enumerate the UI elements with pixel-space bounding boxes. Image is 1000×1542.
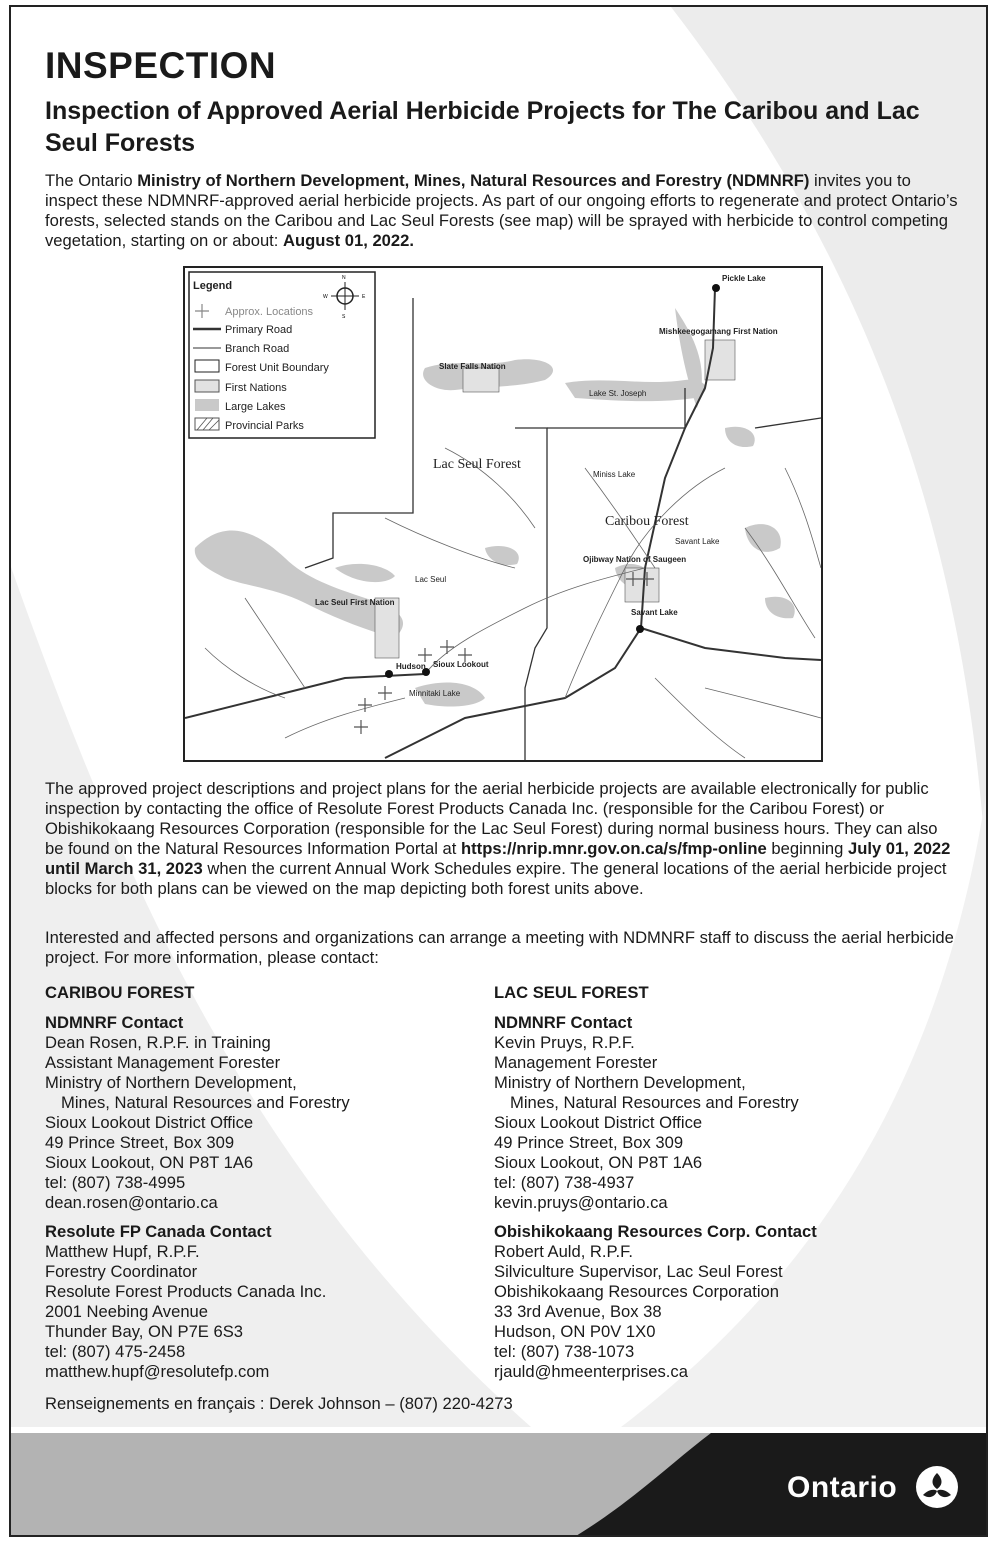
contact-city: Sioux Lookout, ON P8T 1A6 bbox=[494, 1153, 703, 1172]
intro-paragraph bbox=[45, 171, 960, 251]
contact-role: Management Forester bbox=[494, 1053, 658, 1072]
lac-seul-obishikokaang-heading: Obishikokaang Resources Corp. Contact bbox=[494, 1222, 817, 1241]
contact-street: 33 3rd Avenue, Box 38 bbox=[494, 1302, 662, 1321]
map-legend bbox=[189, 272, 375, 438]
intro-text-1: The Ontario bbox=[45, 171, 138, 190]
inspection-period: July 01, 2022 until March 31, 2023 bbox=[45, 839, 951, 878]
boundary-swatch bbox=[195, 360, 219, 372]
map-graphic bbox=[185, 268, 821, 760]
legend-primary-road: Primary Road bbox=[225, 324, 293, 336]
legend-branch-road: Branch Road bbox=[225, 343, 290, 355]
availability-text-2: beginning bbox=[766, 839, 848, 858]
contact-name: Kevin Pruys, R.P.F. bbox=[494, 1033, 635, 1052]
label-hudson: Hudson bbox=[396, 662, 426, 671]
portal-link[interactable]: https://nrip.mnr.gov.on.ca/s/fmp-online bbox=[461, 839, 767, 858]
french-info: Renseignements en français : Derek Johnson – (807) 220-4273 bbox=[45, 1394, 513, 1413]
herbicide-map bbox=[183, 266, 823, 762]
legend-forest-unit-boundary: Forest Unit Boundary bbox=[225, 362, 329, 374]
label-minnitaki: Minnitaki Lake bbox=[409, 689, 461, 698]
legend-approx-locations: Approx. Locations bbox=[225, 306, 314, 318]
contact-org: Ministry of Northern Development, bbox=[45, 1073, 297, 1092]
contact-org-cont: Mines, Natural Resources and Forestry bbox=[510, 1093, 799, 1112]
branch-roads bbox=[205, 448, 821, 758]
first-nations-swatch bbox=[195, 380, 219, 392]
page-title: INSPECTION bbox=[45, 45, 277, 86]
contact-phone[interactable]: tel: (807) 475-2458 bbox=[45, 1342, 186, 1361]
compass-w: W bbox=[323, 294, 328, 300]
caribou-column bbox=[45, 983, 485, 1382]
contact-street: 2001 Neebing Avenue bbox=[45, 1302, 209, 1321]
availability-paragraph bbox=[45, 779, 960, 899]
label-slate-falls: Slate Falls Nation bbox=[439, 362, 506, 371]
contact-phone[interactable]: tel: (807) 738-4995 bbox=[45, 1173, 186, 1192]
contact-name: Dean Rosen, R.P.F. in Training bbox=[45, 1033, 271, 1052]
contact-city: Hudson, ON P0V 1X0 bbox=[494, 1322, 656, 1341]
label-miniss-lake: Miniss Lake bbox=[593, 470, 636, 479]
legend-provincial-parks: Provincial Parks bbox=[225, 420, 304, 432]
label-sioux-lookout: Sioux Lookout bbox=[433, 660, 489, 669]
contact-city: Sioux Lookout, ON P8T 1A6 bbox=[45, 1153, 254, 1172]
caribou-ndmnrf-heading: NDMNRF Contact bbox=[45, 1013, 184, 1032]
caribou-resolute-heading: Resolute FP Canada Contact bbox=[45, 1222, 272, 1241]
legend-first-nations: First Nations bbox=[225, 382, 287, 394]
lakes-swatch bbox=[195, 399, 219, 411]
legend-large-lakes: Large Lakes bbox=[225, 401, 286, 413]
contact-role: Forestry Coordinator bbox=[45, 1262, 198, 1281]
label-savant-lake-town: Savant Lake bbox=[631, 608, 678, 617]
label-mishkeegogamang: Mishkeegogamang First Nation bbox=[659, 327, 778, 336]
contact-phone[interactable]: tel: (807) 738-4937 bbox=[494, 1173, 635, 1192]
caribou-title: CARIBOU FOREST bbox=[45, 983, 195, 1002]
contact-role: Assistant Management Forester bbox=[45, 1053, 281, 1072]
contact-office: Sioux Lookout District Office bbox=[45, 1113, 254, 1132]
contact-phone[interactable]: tel: (807) 738-1073 bbox=[494, 1342, 635, 1361]
contact-email[interactable]: rjauld@hmeenterprises.ca bbox=[494, 1362, 688, 1381]
forest-unit-boundary bbox=[305, 298, 821, 760]
compass-s: S bbox=[342, 314, 346, 320]
town-markers bbox=[385, 284, 720, 678]
contact-org: Ministry of Northern Development, bbox=[494, 1073, 746, 1092]
contact-org: Obishikokaang Resources Corporation bbox=[494, 1282, 780, 1301]
contact-name: Robert Auld, R.P.F. bbox=[494, 1242, 633, 1261]
contact-name: Matthew Hupf, R.P.F. bbox=[45, 1242, 200, 1261]
contact-intro-paragraph: Interested and affected persons and organizations can arrange a meeting with NDMNRF staff to discuss the aerial herbicide project. For more information, please contact: bbox=[45, 928, 954, 967]
contact-org-cont: Mines, Natural Resources and Forestry bbox=[61, 1093, 350, 1112]
label-lac-seul-fn: Lac Seul First Nation bbox=[315, 598, 395, 607]
contact-email[interactable]: kevin.pruys@ontario.ca bbox=[494, 1193, 668, 1212]
spray-start-date: August 01, 2022. bbox=[283, 231, 414, 250]
legend-title: Legend bbox=[193, 280, 233, 292]
contact-email[interactable]: matthew.hupf@resolutefp.com bbox=[45, 1362, 270, 1381]
compass-n: N bbox=[342, 275, 346, 281]
page-subtitle: Inspection of Approved Aerial Herbicide Projects for The Caribou and Lac Seul Forests bbox=[45, 97, 920, 157]
label-ojibway: Ojibway Nation of Saugeen bbox=[583, 555, 687, 564]
contact-street: 49 Prince Street, Box 309 bbox=[45, 1133, 235, 1152]
label-caribou-forest: Caribou Forest bbox=[605, 514, 689, 529]
label-lac-seul: Lac Seul bbox=[415, 575, 447, 584]
lac-seul-title: LAC SEUL FOREST bbox=[494, 983, 649, 1002]
contact-email[interactable]: dean.rosen@ontario.ca bbox=[45, 1193, 218, 1212]
contact-org: Resolute Forest Products Canada Inc. bbox=[45, 1282, 327, 1301]
ministry-name: Ministry of Northern Development, Mines, Natural Resources and Forestry (NDMNRF) bbox=[137, 171, 810, 190]
contact-role: Silviculture Supervisor, Lac Seul Forest bbox=[494, 1262, 783, 1281]
label-savant-lake-water: Savant Lake bbox=[675, 537, 720, 546]
label-pickle-lake: Pickle Lake bbox=[722, 274, 766, 283]
trillium-logo-icon bbox=[915, 1465, 959, 1509]
label-lake-st-joseph: Lake St. Joseph bbox=[589, 389, 647, 398]
contact-office: Sioux Lookout District Office bbox=[494, 1113, 703, 1132]
intro-text-2: invites you to inspect these NDMNRF-approved aerial herbicide projects. As part of our ongoing efforts to regenerate and protect Ontario’s forests, selected stands on the Caribou and Lac Seul Forests (see map) will be sprayed with herbicide to control competing vegetation, starting on or about: bbox=[45, 171, 958, 250]
availability-text-1: The approved project descriptions and project plans for the aerial herbicide projects are available electronically for public inspection by contacting the office of Resolute Forest Products Canada Inc. (responsible for the Caribou Forest) or Obishikokaang Resources Corporation (responsible for the Lac Seul Forest) during normal business hours. They can also be found on the Natural Resources Information Portal at bbox=[45, 779, 938, 858]
availability-text-3: when the current Annual Work Schedules expire. The general locations of the aerial herbicide project blocks for both plans can be viewed on the map depicting both forest units above. bbox=[45, 859, 947, 898]
label-lac-seul-forest: Lac Seul Forest bbox=[433, 457, 521, 472]
contact-street: 49 Prince Street, Box 309 bbox=[494, 1133, 684, 1152]
notice-frame bbox=[9, 5, 988, 1537]
compass-e: E bbox=[362, 294, 366, 300]
lac-seul-column bbox=[494, 983, 934, 1382]
contact-city: Thunder Bay, ON P7E 6S3 bbox=[45, 1322, 243, 1341]
lac-seul-ndmnrf-heading: NDMNRF Contact bbox=[494, 1013, 633, 1032]
ontario-wordmark: Ontario bbox=[787, 1471, 898, 1504]
